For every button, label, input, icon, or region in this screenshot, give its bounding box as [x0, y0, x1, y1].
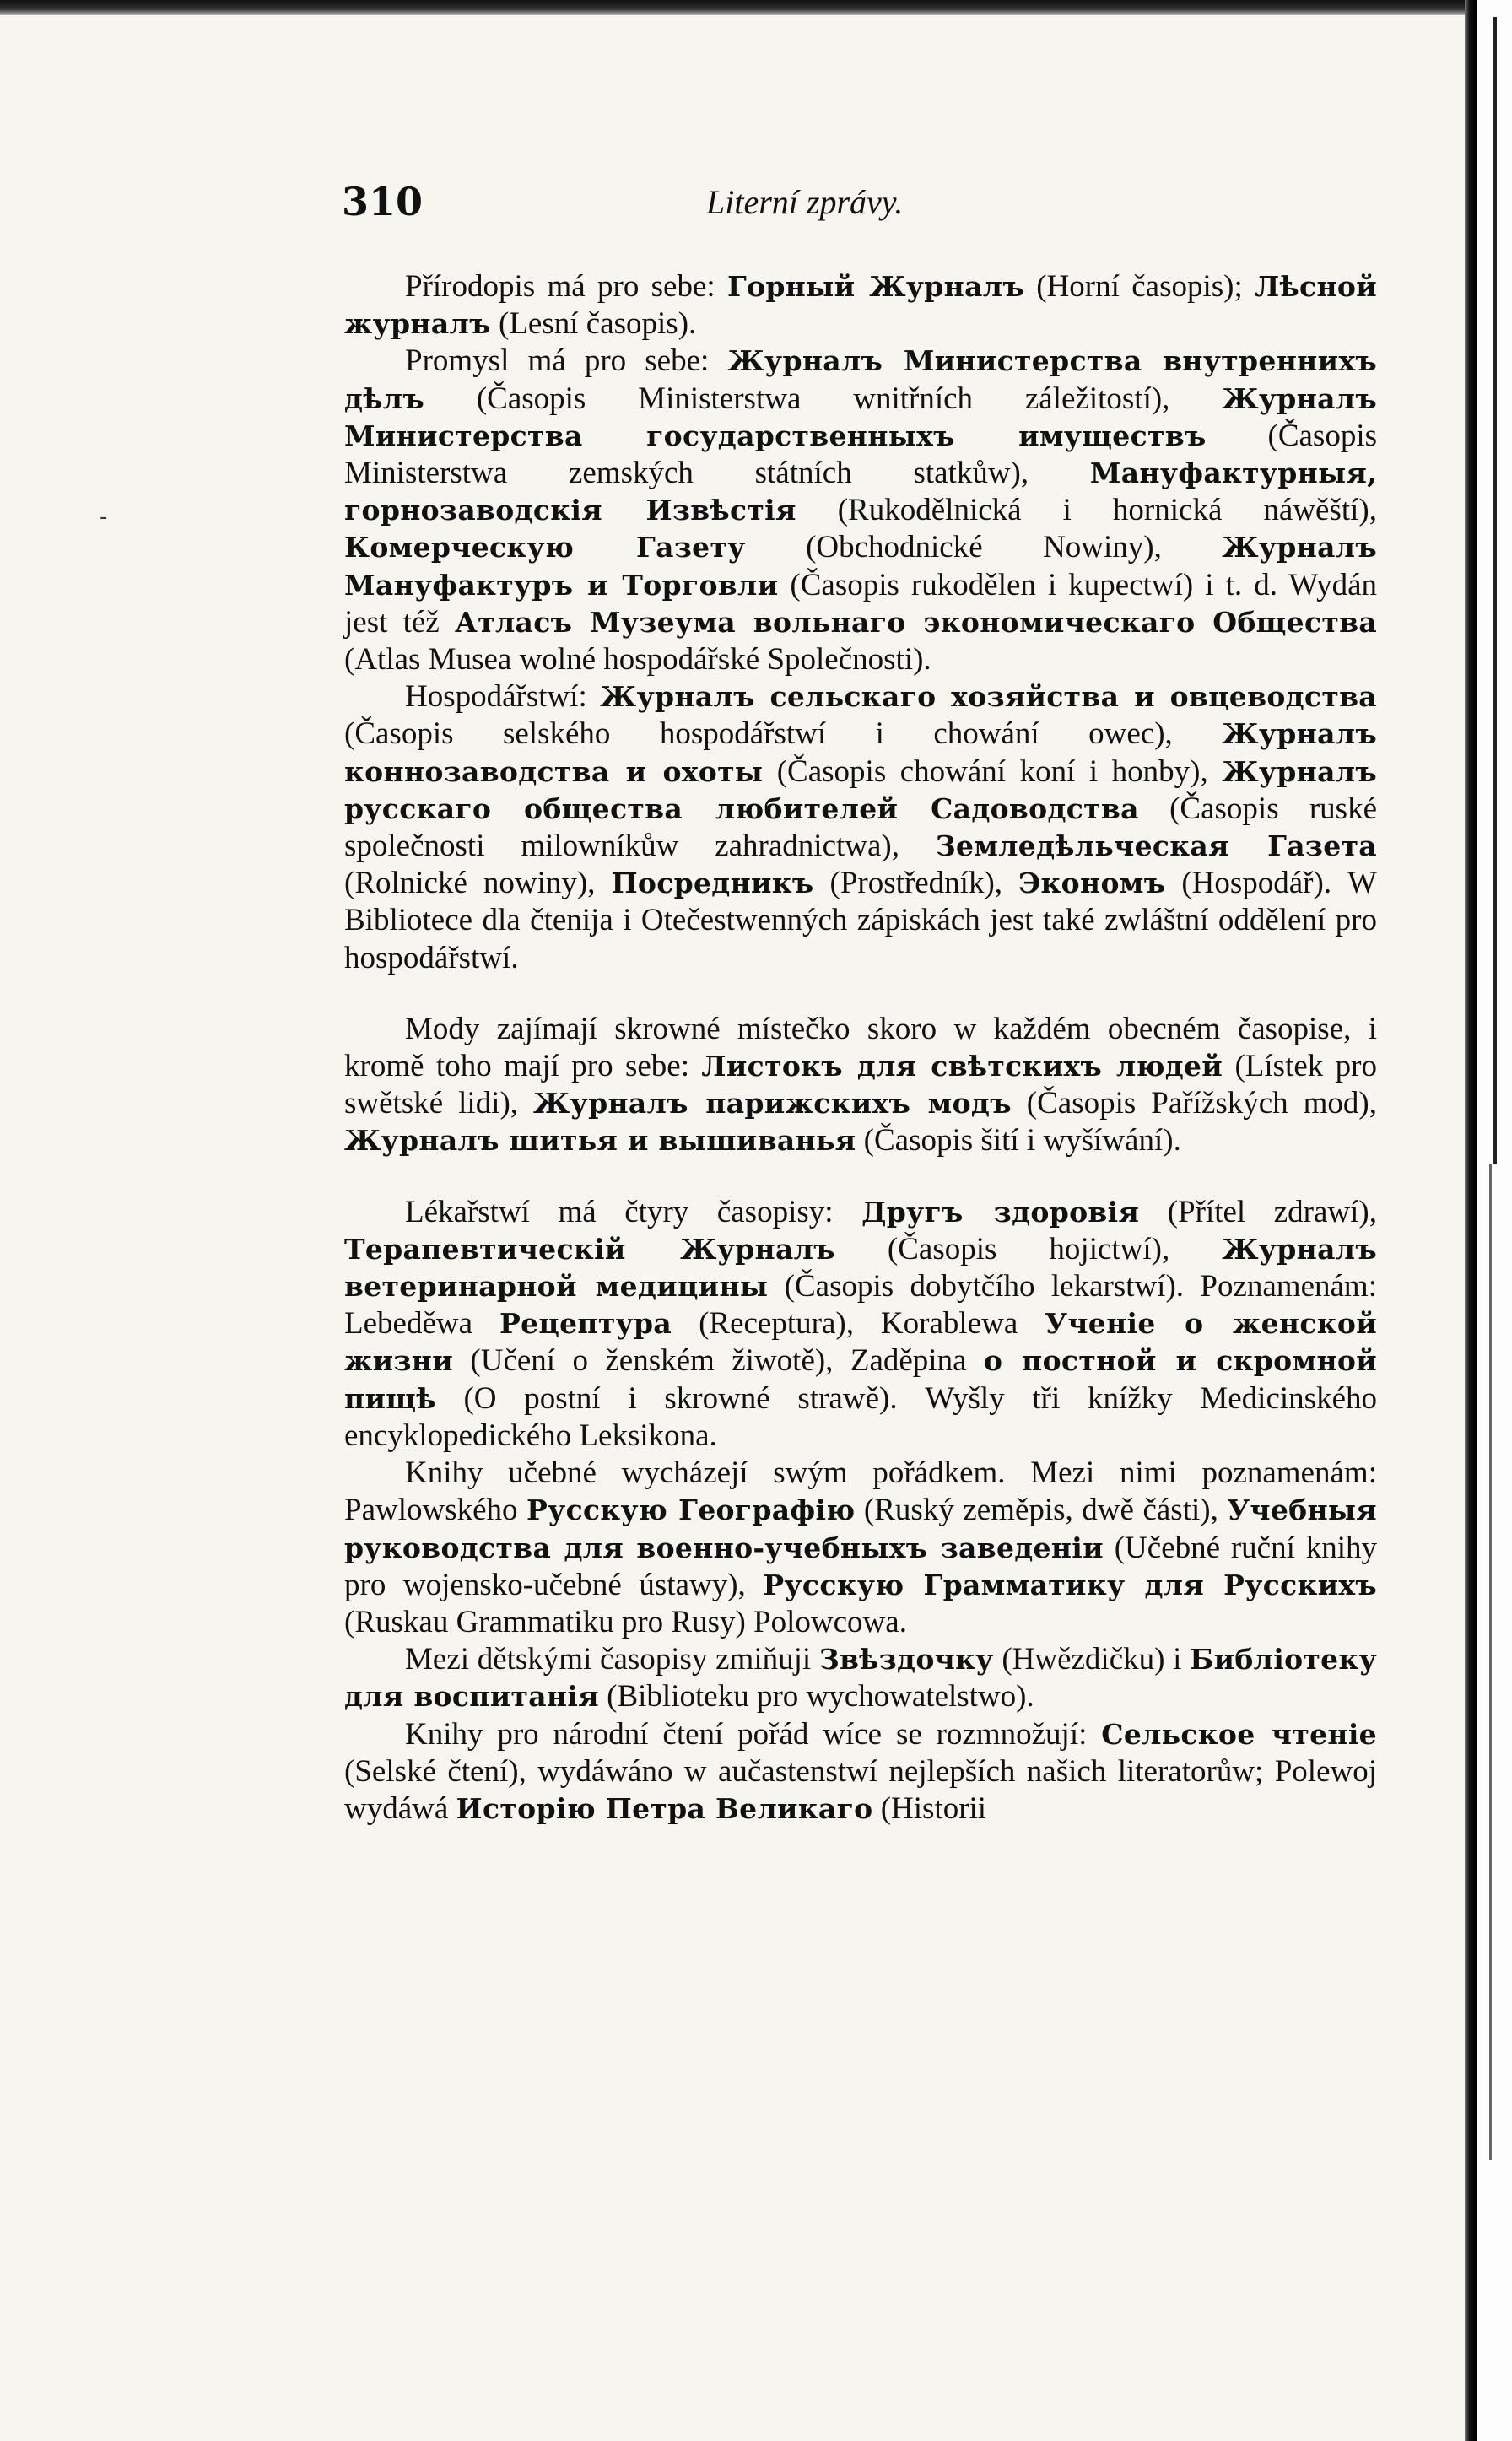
- text-run: (Časopis selského hospodářstwí i chowání owec),: [344, 716, 1223, 752]
- russian-title: Атласъ Музеума вольнаго экономическаго Общества: [455, 605, 1377, 639]
- text-run: (Lístek pro swětské lidi),: [344, 1049, 1378, 1121]
- text-run: (Přítel zdrawí),: [1139, 1194, 1377, 1229]
- paragraph: [344, 678, 1377, 977]
- russian-title: Сельское чтеніе: [1101, 1717, 1377, 1751]
- paragraph: [344, 1455, 1377, 1641]
- text-run: (Časopis Ministerstwa zemských státních statkůw),: [344, 418, 1377, 491]
- text-run: (Časopis ruské společnosti milowníkůw zahradnictwa),: [344, 791, 1377, 864]
- text-run: Mody zajímají skrowné místečko skoro w každém obecném časopise, i kromě toho mají pro sebe:: [344, 1011, 1377, 1084]
- text-run: (Hwězdičku) i: [993, 1642, 1191, 1677]
- text-run: (Časopis šití i wyšíwání).: [856, 1123, 1181, 1158]
- russian-title: Рецептура: [500, 1307, 672, 1341]
- paragraph: [344, 1716, 1377, 1828]
- body-text: [344, 268, 1377, 1828]
- paragraph: [344, 268, 1377, 343]
- russian-title: Терапевтическій Журналъ: [344, 1232, 835, 1266]
- text-run: Hospodářstwí:: [405, 679, 601, 715]
- text-run: (Historii: [872, 1790, 987, 1826]
- russian-title: Журналъ сельскаго хозяйства и овцеводства: [600, 680, 1377, 714]
- text-run: (Učebné ruční knihy pro wojensko-učebné ústawy),: [344, 1530, 1377, 1602]
- russian-title: Горный Журналъ: [727, 270, 1024, 303]
- scan-top-border: [0, 0, 1512, 15]
- text-run: (Časopis Ministerstwa wnitřních záležitostí),: [424, 381, 1223, 416]
- text-run: (Rolnické nowiny),: [344, 866, 612, 901]
- russian-title: Журналъ Министерства государственныхъ имуществъ: [344, 381, 1377, 452]
- text-run: (Ruskau Grammatiku pro Rusy) Polowcowa.: [344, 1604, 907, 1639]
- text-run: (Lesní časopis).: [490, 306, 697, 342]
- page-number: 310: [342, 179, 424, 224]
- page-header: [342, 179, 1380, 238]
- russian-title: Журналъ Министерства внутреннихъ дѣлъ: [344, 344, 1377, 415]
- russian-title: Листокъ для свѣтскихъ людей: [701, 1050, 1223, 1083]
- russian-title: Журналъ парижскихъ модъ: [533, 1087, 1012, 1121]
- russian-title: Исторію Петра Великаго: [456, 1791, 873, 1825]
- russian-title: Журналъ шитья и вышиванья: [344, 1124, 856, 1158]
- text-run: (Časopis chowání koní i honby),: [763, 753, 1223, 789]
- text-run: (Atlas Musea wolné hospodářské Společnosti).: [344, 642, 932, 678]
- russian-title: Журналъ ветеринарной медицины: [344, 1232, 1377, 1304]
- text-run: (Biblioteku pro wychowatelstwo).: [598, 1679, 1034, 1715]
- russian-title: Журналъ русскаго общества любителей Садоводства: [344, 754, 1377, 825]
- russian-title: о постной и скромной пищѣ: [344, 1344, 1377, 1415]
- text-run: (Obchodnické Nowiny),: [745, 530, 1223, 565]
- paragraph: [344, 1641, 1377, 1715]
- text-run: (Časopis Pařížských mod),: [1011, 1086, 1377, 1121]
- text-run: (O postní i skrowné strawě). Wyšly tři knížky Medicinského encyklopedického Leksikona.: [344, 1380, 1377, 1453]
- paragraph: [344, 343, 1377, 678]
- text-run: Knihy pro národní čtení pořád wíce se rozmnožují:: [405, 1716, 1102, 1752]
- russian-title: Русскую Грамматику для Русскихъ: [763, 1568, 1377, 1601]
- text-run: (Selské čtení), wydáwáno w aučastenstwí nejlepších našich literatorůw; Polewoj wydáwá: [344, 1753, 1377, 1826]
- text-run: Lékařstwí má čtyry časopisy:: [405, 1194, 862, 1229]
- running-head: Literní zprávy.: [706, 183, 904, 221]
- text-run: (Hospodář). W Bibliotece dla čtenija i Otečestwenných zápiskách jest také zwláštní oddělení pro hospodářstwí.: [344, 866, 1377, 975]
- text-run: (Ruský zeměpis, dwě části),: [855, 1493, 1228, 1528]
- text-run: (Prostředník),: [813, 866, 1018, 901]
- text-run: (Časopis hojictwí),: [834, 1231, 1223, 1266]
- russian-title: Журналъ коннозаводства и охоты: [344, 717, 1377, 788]
- text-run: (Časopis rukodělen i kupectwí) i t. d. Wydán jest též: [344, 567, 1377, 640]
- scan-right-border: [1465, 0, 1477, 2441]
- text-run: (Horní časopis);: [1023, 269, 1256, 304]
- text-run: (Rukodělnická i hornická náwěští),: [796, 493, 1378, 528]
- russian-title: Посредникъ: [611, 867, 814, 900]
- text-run: Přírodopis má pro sebe:: [405, 269, 727, 304]
- russian-title: Библіотеку для воспитанія: [344, 1643, 1377, 1714]
- russian-title: Комерческую Газету: [344, 531, 746, 564]
- paragraph: [344, 1194, 1377, 1455]
- paragraph: [344, 1011, 1377, 1160]
- russian-title: Журналъ Мануфактуръ и Торговли: [344, 531, 1377, 602]
- text-run: Mezi dětskými časopisy zmiňuji: [405, 1642, 819, 1677]
- russian-title: Земледѣльческая Газета: [935, 829, 1377, 863]
- russian-title: Мануфактурныя, горнозаводскія Извѣстія: [344, 456, 1377, 527]
- russian-title: Звѣздочку: [818, 1643, 994, 1677]
- russian-title: Экономъ: [1018, 867, 1166, 900]
- russian-title: Лѣсной журналъ: [344, 270, 1377, 341]
- text-run: Promysl má pro sebe:: [405, 343, 728, 379]
- russian-title: Ученіе о женской жизни: [344, 1307, 1378, 1378]
- text-run: (Učení o ženském žiwotě), Zaděpina: [453, 1343, 984, 1379]
- scan-shadow-line-lower: [1489, 1164, 1492, 2160]
- russian-title: Учебныя руководства для военно-учебныхъ заведеніи: [344, 1493, 1377, 1564]
- text-run: Knihy učebné wycházejí swým pořádkem. Mezi nimi poznamenám: Pawlowského: [344, 1455, 1377, 1528]
- margin-mark: -: [100, 505, 108, 530]
- text-run: (Časopis dobytčího lekarstwí). Poznamenám: Lebeděwa: [344, 1269, 1377, 1342]
- scan-shadow-line: [1493, 17, 1497, 1164]
- russian-title: Русскую Географію: [526, 1493, 856, 1527]
- russian-title: Другъ здоровія: [861, 1195, 1140, 1229]
- text-run: (Receptura), Korablewa: [672, 1306, 1045, 1342]
